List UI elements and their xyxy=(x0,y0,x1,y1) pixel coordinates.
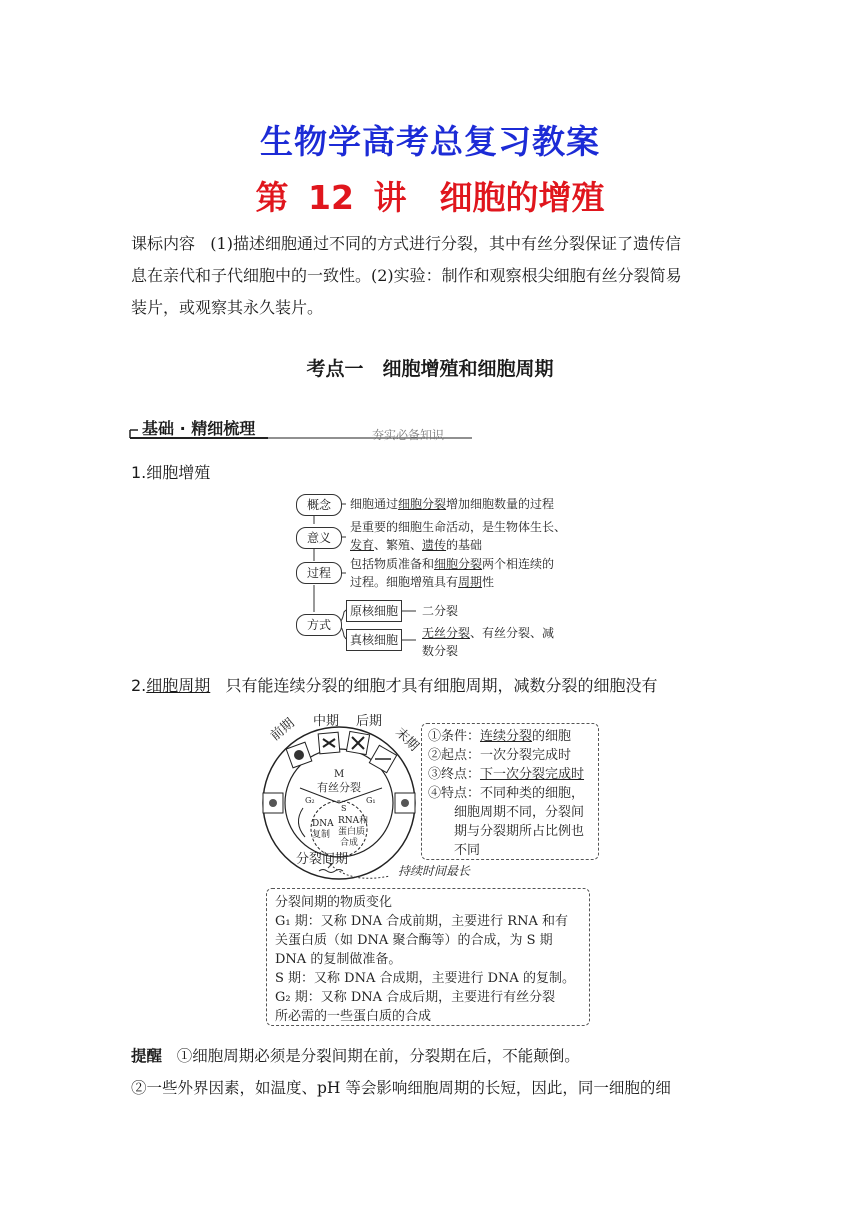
item2-note: 只有能连续分裂的细胞才具有细胞周期，减数分裂的细胞没有 xyxy=(225,676,658,695)
section-heading: 考点一 细胞增殖和细胞周期 xyxy=(306,358,554,380)
label-telophase: 末期 xyxy=(392,725,422,755)
label-protein: 蛋白质 xyxy=(338,827,366,837)
meaning-line-2 xyxy=(350,536,566,554)
interphase-box-l2: 关蛋白质（如 DNA 聚合酶等）的合成，为 S 期 xyxy=(275,933,553,948)
label-m: M xyxy=(334,769,345,780)
lesson-title: 第 12 讲 细胞的增殖 xyxy=(255,178,605,217)
condition-4a: ④特点：不同种类的细胞， xyxy=(428,786,585,801)
reminder-text-1: ①细胞周期必须是分裂间期在前，分裂期在后，不能颠倒。 xyxy=(176,1047,580,1065)
process-line-2 xyxy=(350,573,554,591)
condition-4c: 期与分裂期所占比例也 xyxy=(454,824,585,839)
meaning-mid: 、繁殖、 xyxy=(374,538,423,552)
condition-4d: 不同 xyxy=(454,843,481,858)
curriculum-line-3: 装片，或观察其永久装片。 xyxy=(131,298,324,317)
label-g2: G₂ xyxy=(305,796,315,805)
item1-title: 1.细胞增殖 xyxy=(131,463,211,482)
process-text xyxy=(350,555,554,591)
cell-cycle-diagram xyxy=(255,705,425,880)
prophase-cell xyxy=(286,742,312,768)
curriculum-label: 课标内容 xyxy=(131,234,196,253)
meaning-text xyxy=(350,518,566,554)
box-prokaryote: 原核细胞 xyxy=(346,600,402,622)
label-rna: RNA和 xyxy=(338,816,369,826)
label-hecheng: 合成 xyxy=(340,838,359,848)
meaning-u1: 发育 xyxy=(350,538,375,552)
label-mitosis: 有丝分裂 xyxy=(317,781,361,794)
condition-1-u: 连续分裂 xyxy=(480,729,533,744)
label-anaphase: 后期 xyxy=(356,714,383,729)
label-fuzhi: 复制 xyxy=(312,830,331,840)
label-metaphase: 中期 xyxy=(313,714,340,729)
process-line2-post: 性 xyxy=(482,575,495,589)
label-g1: G₁ xyxy=(366,796,376,805)
curriculum-block xyxy=(131,228,731,324)
interphase-cell-left xyxy=(263,793,283,813)
interphase-box-l4: S 期：又称 DNA 合成期，主要进行 DNA 的复制。 xyxy=(275,971,575,986)
node-mode: 方式 xyxy=(296,614,342,636)
subsection-label: 基础 · 精细梳理 xyxy=(142,419,256,438)
concept-text-u: 细胞分裂 xyxy=(398,497,447,511)
condition-3 xyxy=(428,765,592,784)
interphase-box-l1: G₁ 期：又称 DNA 合成前期，主要进行 RNA 和有 xyxy=(275,914,568,929)
item2-line xyxy=(131,672,751,700)
curriculum-text-1: (1)描述细胞通过不同的方式进行分裂，其中有丝分裂保证了遗传信 xyxy=(210,234,681,253)
condition-3-pre: ③终点： xyxy=(428,767,481,782)
concept-text-pre: 细胞通过 xyxy=(350,497,399,511)
arrow-left xyxy=(298,808,305,837)
process-line-1 xyxy=(350,555,554,573)
eukaryote-text1: 、有丝分裂、减 xyxy=(470,626,555,640)
document-title: 生物学高考总复习教案 xyxy=(260,122,600,161)
process-pre: 包括物质准备和 xyxy=(350,557,435,571)
interphase-cell-right xyxy=(395,793,415,813)
metaphase-cell xyxy=(318,732,340,754)
condition-3-u: 下一次分裂完成时 xyxy=(480,767,585,782)
eukaryote-u: 无丝分裂 xyxy=(422,626,471,640)
node-concept: 概念 xyxy=(296,494,342,516)
process-post1: 两个相连续的 xyxy=(482,557,555,571)
eukaryote-text xyxy=(422,624,554,660)
mode-connectors xyxy=(400,600,420,650)
eukaryote-line-1 xyxy=(422,624,554,642)
concept-text-post: 增加细胞数量的过程 xyxy=(446,497,555,511)
reminder-label: 提醒 xyxy=(131,1047,163,1065)
condition-1-post: 的细胞 xyxy=(532,729,572,744)
reminder-line-2: ②一些外界因素，如温度、pH 等会影响细胞周期的长短，因此，同一细胞的细 xyxy=(131,1079,671,1097)
node-process: 过程 xyxy=(296,562,342,584)
interphase-box-l3: DNA 的复制做准备。 xyxy=(275,952,402,967)
label-dna: DNA xyxy=(312,819,334,829)
label-prophase: 前期 xyxy=(267,715,298,745)
condition-1 xyxy=(428,727,592,746)
interphase-box-l5: G₂ 期：又称 DNA 合成后期，主要进行有丝分裂 xyxy=(275,990,556,1005)
concept-text xyxy=(350,495,554,513)
condition-4b: 细胞周期不同，分裂间 xyxy=(454,805,585,820)
longest-label: 持续时间最长 xyxy=(398,864,471,878)
item2-title: 细胞周期 xyxy=(146,676,211,695)
reminder-block xyxy=(131,1040,751,1104)
process-line2-pre: 过程。细胞增殖具有 xyxy=(350,575,459,589)
condition-1-pre: ①条件： xyxy=(428,729,481,744)
subsection-sub: 夯实必备知识 xyxy=(372,428,445,442)
prokaryote-text: 二分裂 xyxy=(422,604,459,618)
curriculum-line-1 xyxy=(131,228,731,260)
eukaryote-line-2: 数分裂 xyxy=(422,644,459,658)
anaphase-cell xyxy=(346,731,369,754)
conditions-box xyxy=(421,723,599,860)
node-meaning: 意义 xyxy=(296,527,342,549)
condition-2: ②起点：一次分裂完成时 xyxy=(428,748,572,763)
interphase-changes-box xyxy=(266,888,590,1026)
meaning-post: 的基础 xyxy=(446,538,483,552)
process-u2: 周期 xyxy=(458,575,483,589)
interphase-box-title: 分裂间期的物质变化 xyxy=(275,895,393,910)
meaning-u2: 遗传 xyxy=(422,538,447,552)
reminder-line-1 xyxy=(131,1040,751,1072)
interphase-box-l6: 所必需的一些蛋白质的合成 xyxy=(275,1009,432,1024)
process-u1: 细胞分裂 xyxy=(434,557,483,571)
item2-number: 2. xyxy=(131,676,147,695)
meaning-line-1: 是重要的细胞生命活动，是生物体生长、 xyxy=(350,520,567,534)
label-s: S xyxy=(341,804,347,813)
label-interphase: 分裂间期 xyxy=(296,852,349,867)
curriculum-line-2: 息在亲代和子代细胞中的一致性。(2)实验：制作和观察根尖细胞有丝分裂简易 xyxy=(131,266,682,285)
box-eukaryote: 真核细胞 xyxy=(346,629,402,651)
